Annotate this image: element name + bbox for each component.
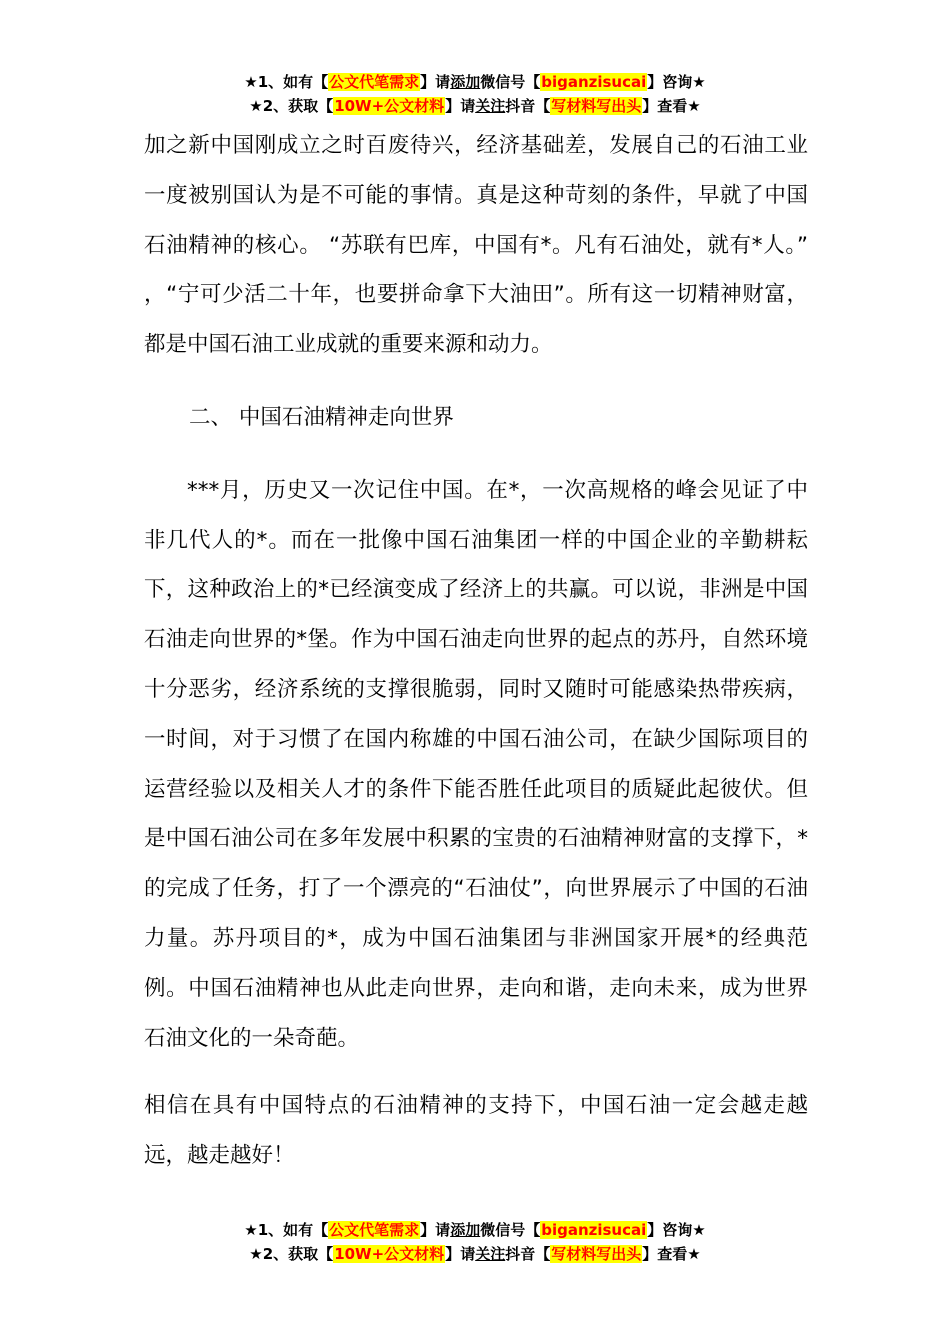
banner-line-1: ★1、如有【公文代笔需求】请添加微信号【biganzisucai】咨询★ <box>244 73 706 91</box>
emphasis-add: 添加 <box>450 1221 481 1239</box>
highlight-wechat-id: biganzisucai <box>541 73 647 91</box>
section-heading-2: 二、 中国石油精神走向世界 <box>189 404 454 430</box>
paragraph-1: 加之新中国刚成立之时百废待兴，经济基础差，发展自己的石油工业一度被别国认为是不可能的事情。真是这种苛刻的条件，早就了中国石油精神的核心。 “苏联有巴库，中国有*。凡有石油处，就有*人。” ，“宁可少活二十年，也要拼命拿下大油田”。所有这一切精神财富，都是中国石油工业成就的重要来源和动力。 <box>144 133 808 358</box>
emphasis-add: 添加 <box>450 73 481 91</box>
highlight-douyin-account: 写材料写出头 <box>551 1245 642 1263</box>
header-banner <box>0 70 950 118</box>
emphasis-follow: 关注 <box>475 97 506 115</box>
document-body <box>144 121 808 1181</box>
highlight-materials: 10W+公文材料 <box>334 97 445 115</box>
paragraph-3: 相信在具有中国特点的石油精神的支持下，中国石油一定会越走越远，越走越好！ <box>144 1093 808 1169</box>
highlight-wechat-id: biganzisucai <box>541 1221 647 1239</box>
highlight-douyin-account: 写材料写出头 <box>551 97 642 115</box>
footer-banner <box>0 1218 950 1266</box>
highlight-writing-service: 公文代笔需求 <box>329 1221 420 1239</box>
banner-line-2: ★2、获取【10W+公文材料】请关注抖音【写材料写出头】查看★ <box>249 1245 701 1263</box>
banner-line-2: ★2、获取【10W+公文材料】请关注抖音【写材料写出头】查看★ <box>249 97 701 115</box>
highlight-writing-service: 公文代笔需求 <box>329 73 420 91</box>
paragraph-2: ***月，历史又一次记住中国。在*，一次高规格的峰会见证了中非几代人的*。而在一批像中国石油集团一样的中国企业的辛勤耕耘下，这种政治上的*已经演变成了经济上的共赢。可以说，非洲是中国石油走向世界的*堡。作为中国石油走向世界的起点的苏丹，自然环境十分恶劣，经济系统的支撑很脆弱，同时又随时可能感染热带疾病，一时间，对于习惯了在国内称雄的中国石油公司，在缺少国际项目的运营经验以及相关人才的条件下能否胜任此项目的质疑此起彼伏。但是中国石油公司在多年发展中积累的宝贵的石油精神财富的支撑下，*的完成了任务，打了一个漂亮的“石油仗”，向世界展示了中国的石油力量。苏丹项目的*，成为中国石油集团与非洲国家开展*的经典范例。中国石油精神也从此走向世界，走向和谐，走向未来，成为世界石油文化的一朵奇葩。 <box>144 477 808 1051</box>
highlight-materials: 10W+公文材料 <box>334 1245 445 1263</box>
banner-line-1: ★1、如有【公文代笔需求】请添加微信号【biganzisucai】咨询★ <box>244 1221 706 1239</box>
emphasis-follow: 关注 <box>475 1245 506 1263</box>
